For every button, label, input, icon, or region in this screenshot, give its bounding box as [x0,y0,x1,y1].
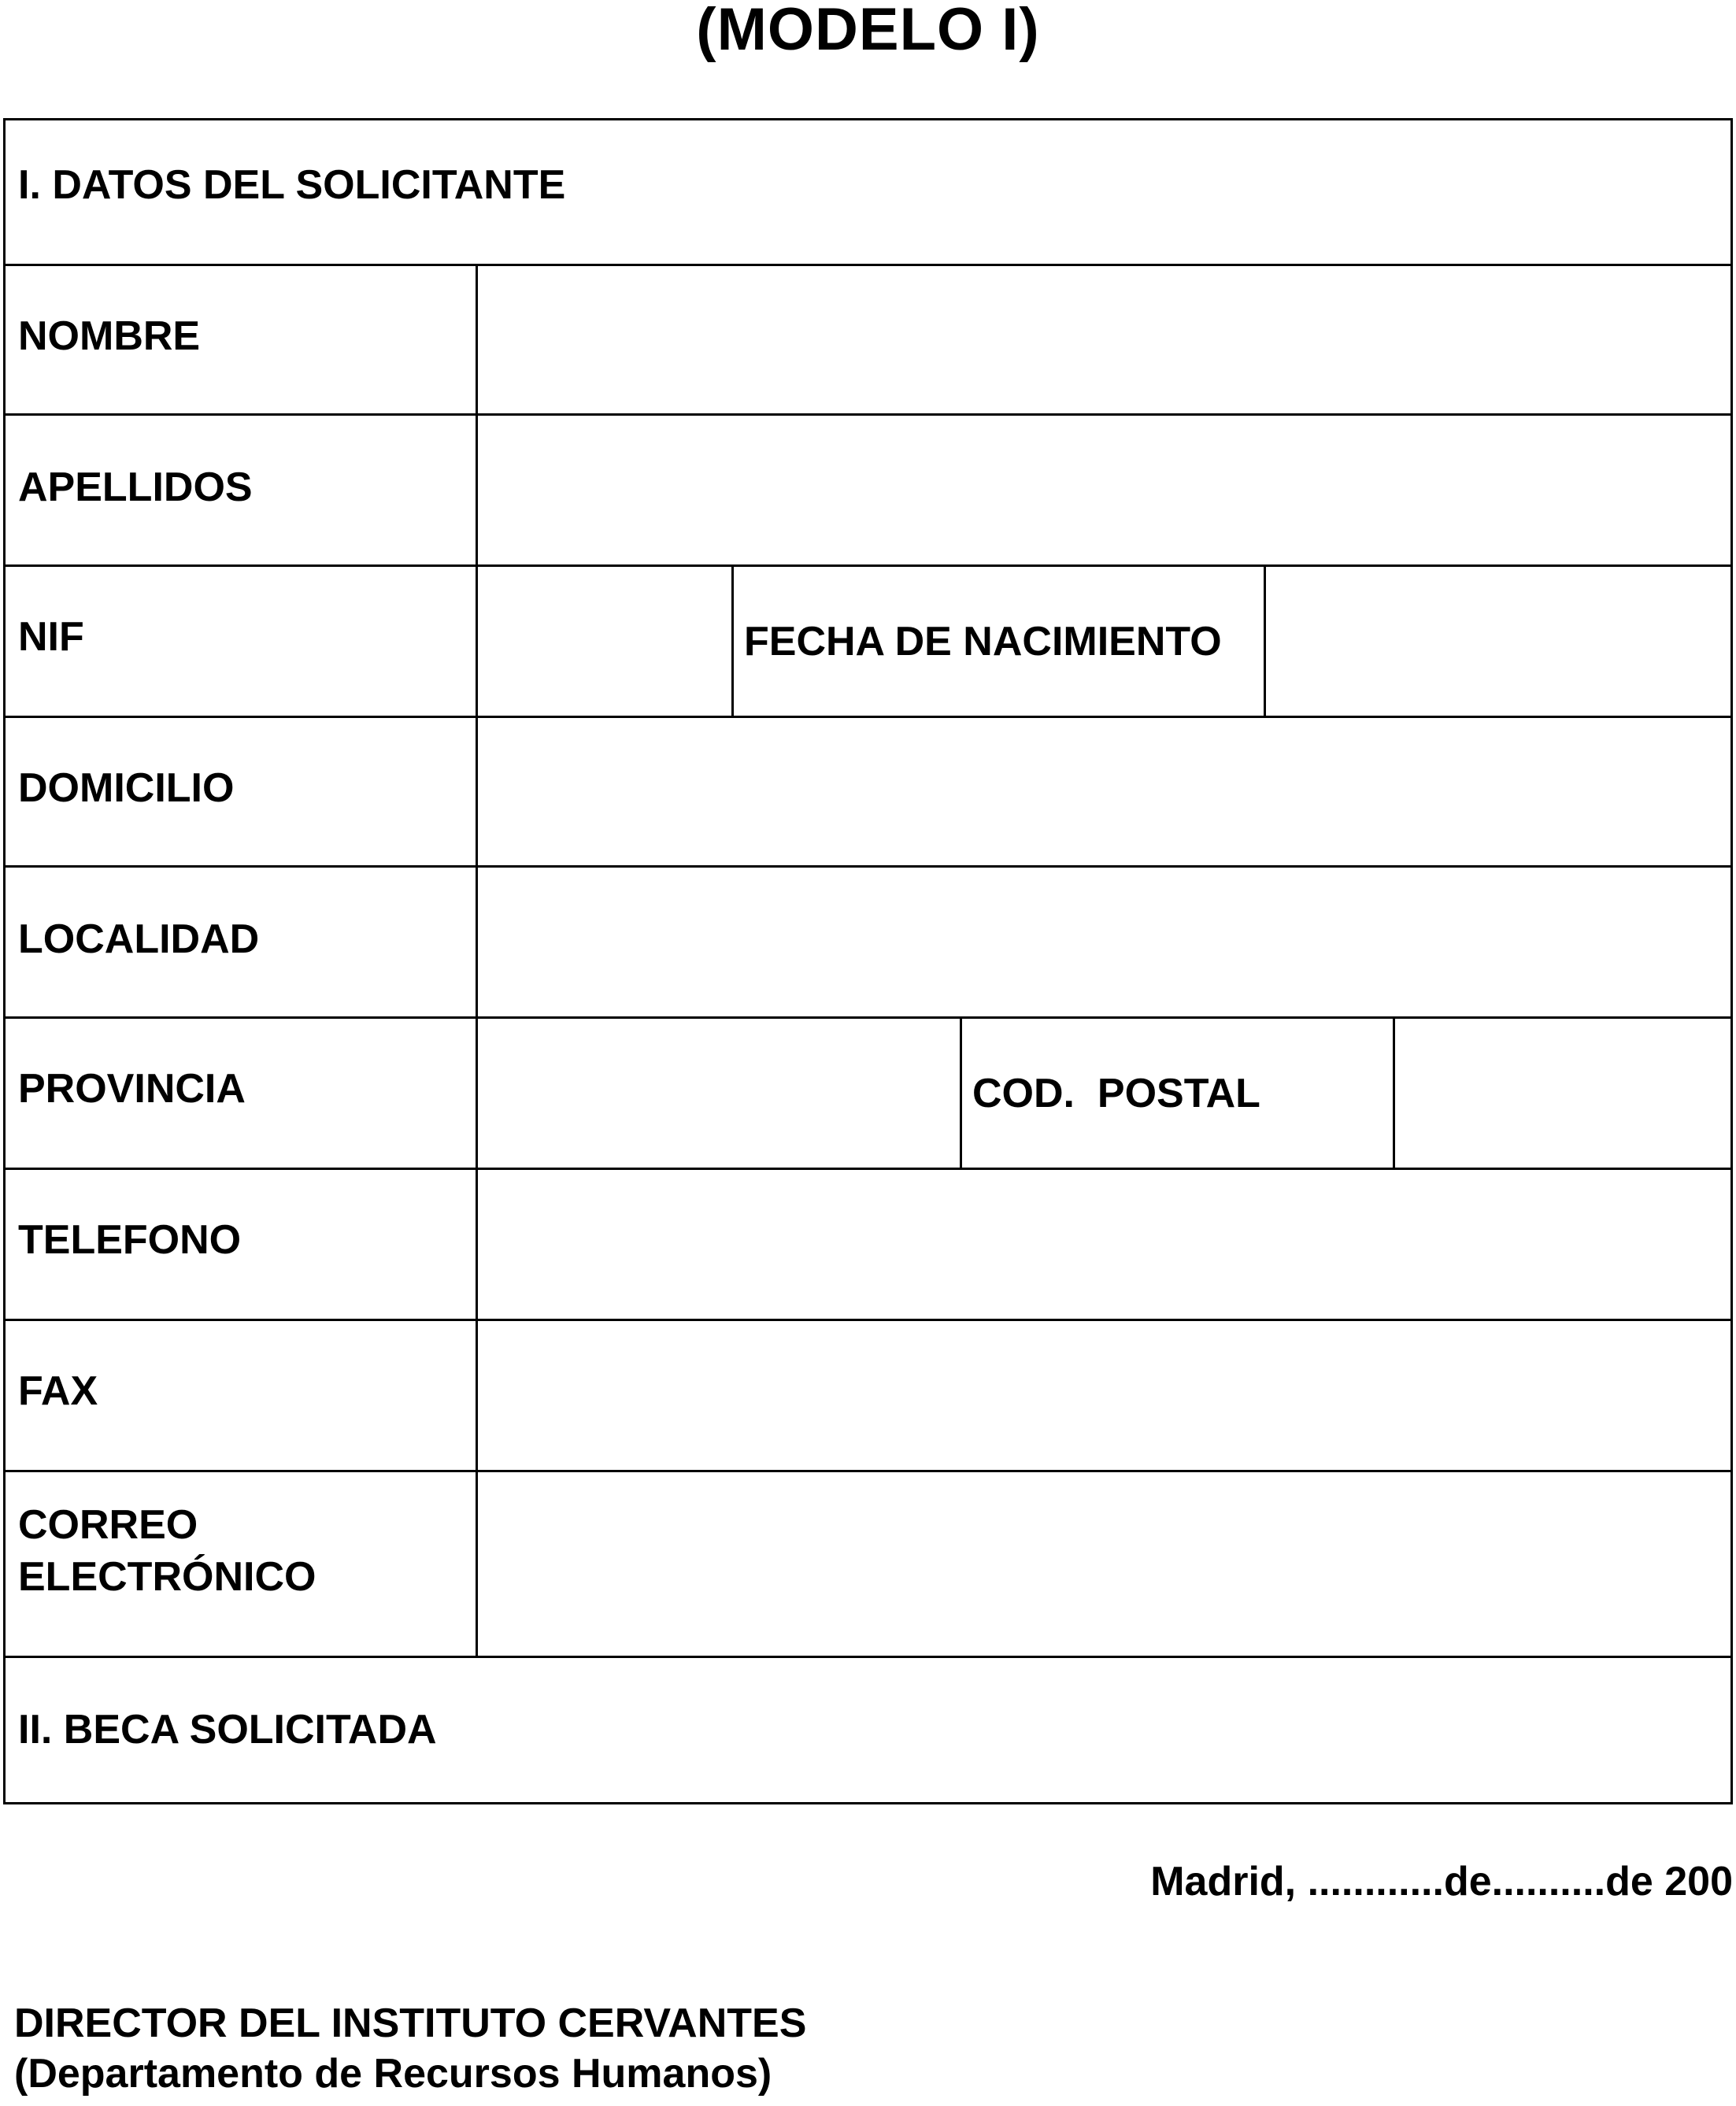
nif-input[interactable] [478,567,731,716]
correo-label-line1: CORREO [18,1502,198,1548]
row-divider [6,1656,1730,1658]
provincia-input[interactable] [478,1019,960,1168]
addressee-block [14,1998,806,2099]
domicilio-label: DOMICILIO [18,765,235,811]
place-date-line: Madrid, ............de..........de 200 [1150,1859,1733,1904]
telefono-label: TELEFONO [18,1217,242,1263]
nombre-input[interactable] [478,266,1730,413]
label-column-divider [476,264,478,1656]
domicilio-input[interactable] [478,718,1730,865]
fecha-nacimiento-label: FECHA DE NACIMIENTO [744,619,1222,664]
localidad-input[interactable] [478,868,1730,1016]
apellidos-label: APELLIDOS [18,465,253,510]
application-form-table [3,118,1733,1804]
telefono-input[interactable] [478,1170,1730,1319]
fecha-nacimiento-input[interactable] [1266,567,1730,716]
addressee-line-2: (Departamento de Recursos Humanos) [14,2051,772,2097]
nif-label: NIF [18,614,84,660]
nombre-label: NOMBRE [18,313,201,359]
cell-divider [960,1016,962,1168]
localidad-label: LOCALIDAD [18,916,260,962]
addressee-line-1: DIRECTOR DEL INSTITUTO CERVANTES [14,2001,807,2046]
apellidos-input[interactable] [478,416,1730,564]
cod-postal-label: COD. POSTAL [972,1071,1260,1116]
correo-label-line2: ELECTRÓNICO [18,1554,316,1600]
fax-input[interactable] [478,1321,1730,1470]
section-1-title: I. DATOS DEL SOLICITANTE [18,162,566,208]
provincia-label: PROVINCIA [18,1066,246,1112]
fax-label: FAX [18,1368,98,1414]
section-2-title: II. BECA SOLICITADA [18,1707,437,1753]
correo-input[interactable] [478,1472,1730,1656]
cod-postal-input[interactable] [1395,1019,1730,1168]
cell-divider [731,564,734,716]
document-title: (MODELO I) [696,0,1040,63]
